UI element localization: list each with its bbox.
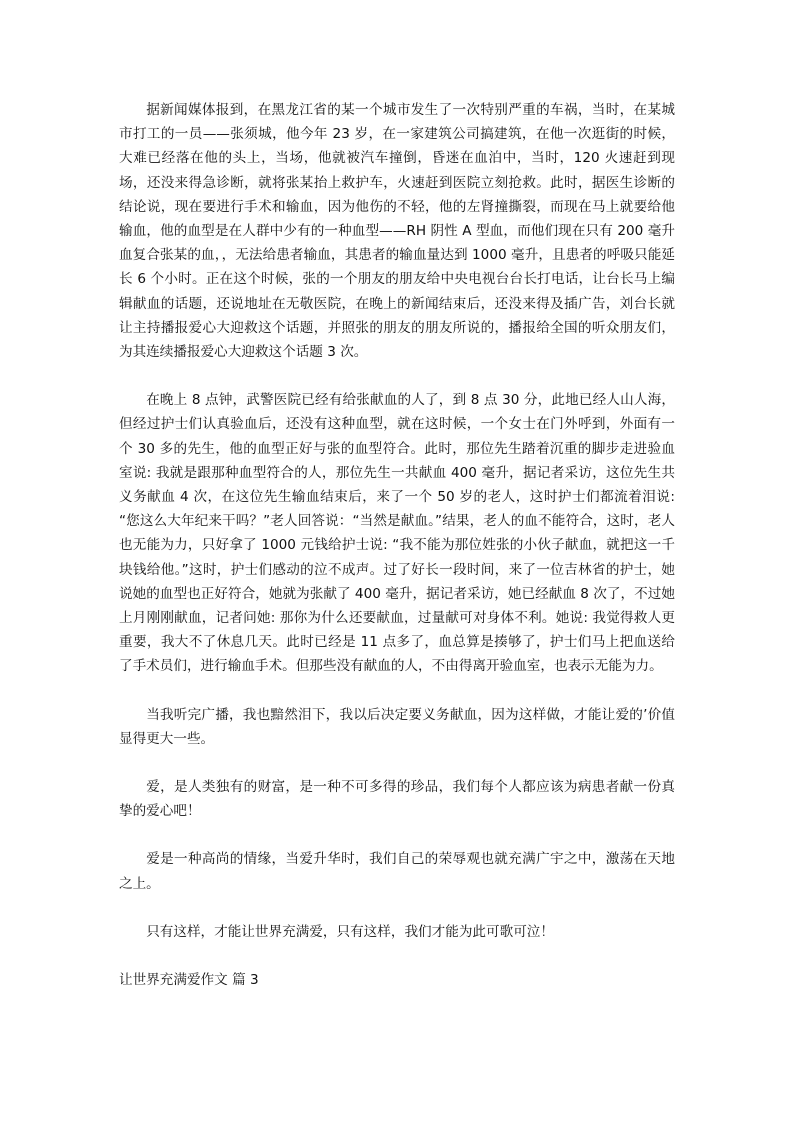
section-heading: 让世界充满爱作文 篇 3 bbox=[119, 972, 259, 989]
document-body bbox=[119, 98, 675, 992]
paragraph-3: 当我听完广播，我也黯然泪下，我以后决定要义务献血，因为这样做，才能让爱的’价值显得更大一些。 bbox=[119, 706, 675, 747]
paragraph-2: 在晚上 8 点钟，武警医院已经有给张献血的人了，到 8 点 30 分，此地已经人山人海，但经过护士们认真验血后，还没有这种血型，就在这时候，一个女士在门外呼到，外面有一个 30 多的先生，他的血型正好与张的血型符合。此时，那位先生踏着沉重的脚步走进验血室说: 我就是跟那种血型符合的人，那位先生一共献血 400 毫升，据记者采访，这位先生共义务献血 4 次，在这位先生输血结束后，来了一个 50 岁的老人，这时护士们都流着泪说: “您这么大年纪来干吗？”老人回答说：“当然是献血。”结果，老人的血不能符合，这时，老人也无能为力，只好拿了 1000 元钱给护士说: “我不能为那位姓张的小伙子献血，就把这一千块钱给他。”这时，护士们感动的泣不成声。过了好长一段时间，来了一位吉林省的护士，她说她的血型也正好符合，她就为张献了 400 毫升，据记者采访，她已经献血 8 次了，不过她上月刚刚献血，记者问她: 那你为什么还要献血，过量献可对身体不利。她说: 我觉得救人更重要，我大不了休息几天。此时已经是 11 点多了，血总算是揍够了，护士们马上把血送给了手术员们，进行输血手术。但那些没有献血的人，不由得离开验血室，也表示无能为力。 bbox=[119, 392, 675, 675]
paragraph-5: 爱是一种高尚的情缘，当爱升华时，我们自己的荣辱观也就充满广宇之中，激荡在天地之上。 bbox=[119, 851, 675, 892]
paragraph-6: 只有这样，才能让世界充满爱，只有这样，我们才能为此可歌可泣！ bbox=[146, 923, 554, 940]
paragraph-4: 爱，是人类独有的财富，是一种不可多得的珍品，我们每个人都应该为病患者献一份真挚的爱心吧！ bbox=[119, 779, 675, 820]
paragraph-1: 据新闻媒体报到，在黑龙江省的某一个城市发生了一次特别严重的车祸，当时，在某城市打工的一员——张须城，他今年 23 岁，在一家建筑公司搞建筑，在他一次逛街的时候，大难已经落在他的头上，当场，他就被汽车撞倒，昏迷在血泊中，当时，120 火速赶到现场，还没来得急诊断，就将张某抬上救护车，火速赶到医院立刻抢救。此时，据医生诊断的结论说，现在要进行手术和输血，因为他伤的不轻，他的左肾撞撕裂，而现在马上就要给他输血，他的血型是在人群中少有的一种血型——RH 阴性 A 型血，而他们现在只有 200 毫升血复合张某的血，，无法给患者输血，其患者的输血量达到 1000 毫升，且患者的呼吸只能延长 6 个小时。正在这个时候，张的一个朋友的朋友给中央电视台台长打电话，让台长马上编辑献血的话题，还说地址在无敬医院，在晚上的新闻结束后，还没来得及插广告，刘台长就让主持播报爱心大迎救这个话题，并照张的朋友的朋友所说的，播报给全国的听众朋友们，为其连续播报爱心大迎救这个话题 3 次。 bbox=[119, 102, 675, 361]
